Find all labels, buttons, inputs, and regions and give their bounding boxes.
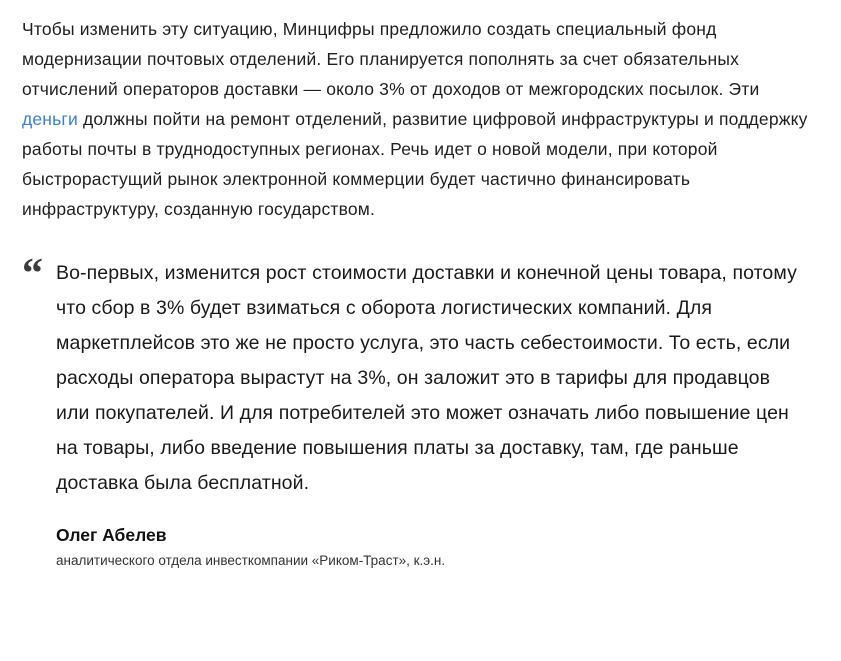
article-paragraph: [22, 14, 819, 224]
pull-quote: [22, 251, 819, 571]
inline-link-dengi[interactable]: деньги: [22, 109, 78, 129]
quote-author-name: Олег Абелев: [56, 525, 167, 545]
paragraph-tail-text: должны пойти на ремонт отделений, развитие цифровой инфраструктуры и поддержку работы почты в труднодоступных регионах. Речь идет о новой модели, при которой быстрорастущий рынок электронной коммерции будет частично финансировать инфраструктуру, созданную государством.: [22, 109, 808, 219]
quote-author-role: аналитического отдела инвесткомпании «Риком-Траст», к.э.н.: [56, 553, 446, 568]
quote-content: [56, 256, 819, 571]
paragraph-lead-text: Чтобы изменить эту ситуацию, Минцифры предложило создать специальный фонд модернизации почтовых отделений. Его планируется пополнять за счет обязательных отчислений операторов доставки — около 3% от доходов от межгородских посылок. Эти: [22, 19, 760, 99]
quote-mark-icon: “: [22, 251, 43, 297]
quote-text: Во-первых, изменится рост стоимости доставки и конечной цены товара, потому что сбор в 3% будет взиматься с оборота логистических компаний. Для маркетплейсов это же не просто услуга, это часть себестоимости. То есть, если расходы оператора вырастут на 3%, он заложит это в тарифы для продавцов или покупателей. И для потребителей это может означать либо повышение цен на товары, либо введение повышения платы за доставку, там, где раньше доставка была бесплатной.: [56, 262, 797, 494]
